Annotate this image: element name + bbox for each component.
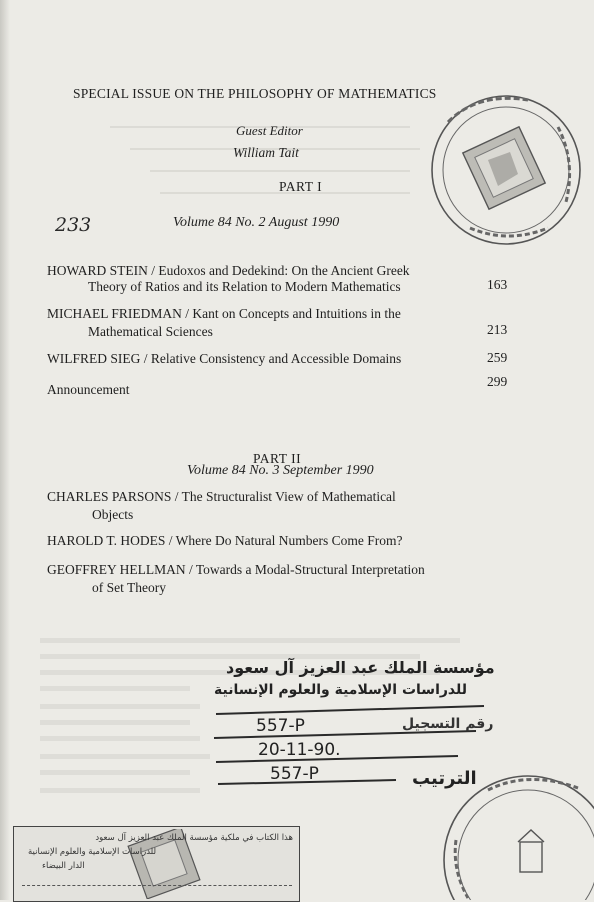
stamp-number-2: 557-P [270,764,319,784]
ownership-stamp [13,826,300,902]
toc-entry-4-page: 299 [487,374,508,389]
toc-entry-7-line2: of Set Theory [92,580,166,595]
part-two-volume-line: Volume 84 No. 3 September 1990 [187,463,374,478]
toc-entry-3-line1: WILFRED SIEG / Relative Consistency and Accessible Domains [47,351,402,366]
stamp-arabic-line-1: مؤسسة الملك عبد العزيز آل سعود [226,658,495,677]
toc-entry-7-line1: GEOFFREY HELLMAN / Towards a Modal-Structural Interpretation [47,562,425,577]
library-round-stamp [418,82,594,252]
part-one-volume-line: Volume 84 No. 2 August 1990 [173,215,340,230]
toc-entry-4-line1: Announcement [47,382,130,397]
ownership-stamp-line-2: للدراسات الإسلامية والعلوم الإنسانية [28,847,157,857]
part-two-heading: PART II [253,451,302,466]
part-one-heading: PART I [279,179,323,194]
library-round-stamp-bottom [428,760,594,900]
stamp-label-date: رقم التسجيل [402,716,494,732]
guest-editor-name: William Tait [233,145,299,160]
toc-entry-1-line2: Theory of Ratios and its Relation to Modern Mathematics [88,279,401,294]
ownership-stamp-line-1: هذا الكتاب في ملكية مؤسسة الملك عبد العزيز آل سعود [95,833,293,843]
toc-entry-5-line2: Objects [92,507,134,522]
toc-entry-2-line2: Mathematical Sciences [88,324,213,339]
toc-entry-1-line1: HOWARD STEIN / Eudoxos and Dedekind: On the Ancient Greek [47,263,410,278]
stamp-number-1: 557-P [256,716,305,736]
ownership-stamp-line-3: الدار البيضاء [42,861,85,871]
toc-entry-2-line1: MICHAEL FRIEDMAN / Kant on Concepts and Intuitions in the [47,306,401,321]
stamp-label-order: الترتيب [412,768,477,789]
toc-entry-3-page: 259 [487,350,508,365]
issue-title: SPECIAL ISSUE ON THE PHILOSOPHY OF MATHEMATICS [73,86,437,101]
ownership-stamp-rule [22,885,292,889]
stamp-arabic-line-2: للدراسات الإسلامية والعلوم الإنسانية [214,682,467,698]
handwritten-number: 233 [55,214,92,236]
guest-editor-label: Guest Editor [236,123,303,138]
toc-entry-1-page: 163 [487,277,508,292]
toc-entry-5-line1: CHARLES PARSONS / The Structuralist View of Mathematical [47,489,396,504]
toc-entry-6-line1: HAROLD T. HODES / Where Do Natural Numbers Come From? [47,533,403,548]
toc-entry-2-page: 213 [487,322,508,337]
stamp-date: 20-11-90. [258,740,341,760]
